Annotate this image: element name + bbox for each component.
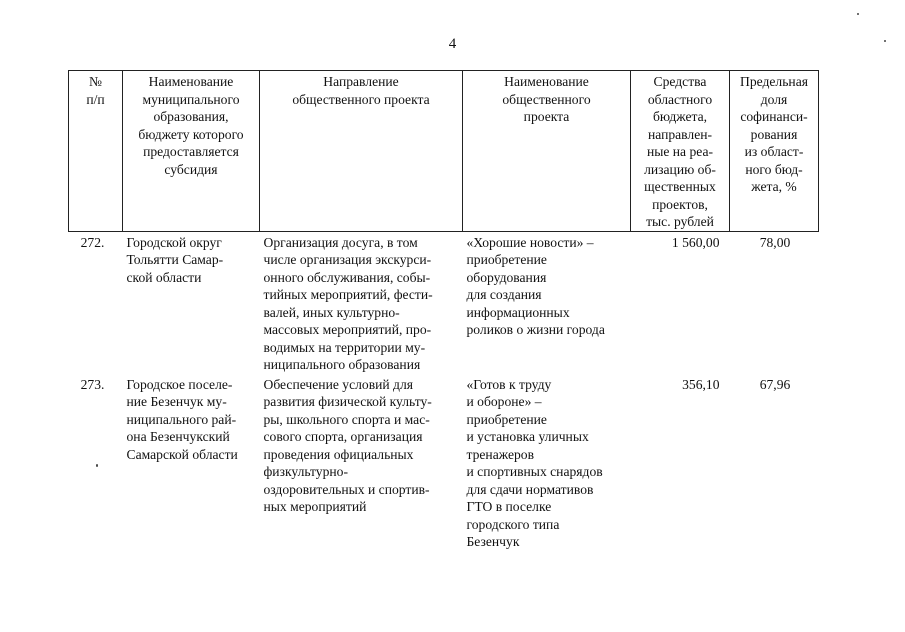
municipality-cell: Городское поселе- ние Безенчук му- ниципального рай- она Безенчукский Самарской области [126, 376, 238, 462]
funds-cell: 356,10 [682, 376, 720, 392]
header-number: № п/п [69, 71, 123, 232]
project-cell: «Хорошие новости» – приобретение оборудования для создания информационных роликов о жизни города [466, 234, 605, 337]
scan-speck [857, 13, 859, 15]
direction-cell: Обеспечение условий для развития физической культу- ры, школьного спорта и мас- сового спорта, организация проведения официальных физкультурно- оздоровительных и спортив- ных мероприятий [263, 376, 432, 514]
header-cofinancing-share: Предельная доля софинанси- рования из област- ного бюд- жета, % [730, 71, 819, 232]
table-row [69, 231, 819, 374]
row-number: 272. [80, 234, 105, 250]
share-cell: 78,00 [759, 234, 791, 250]
scan-speck [884, 40, 886, 42]
header-direction: Направление общественного проекта [260, 71, 463, 232]
header-project-name: Наименование общественного проекта [463, 71, 631, 232]
table-row [69, 374, 819, 551]
project-cell: «Готов к труду и обороне» – приобретение и установка уличных тренажеров и спортивных снарядов для сдачи нормативов ГТО в поселке городского типа Безенчук [466, 376, 603, 549]
header-funds: Средства областного бюджета, направлен- ные на реа- лизацию об- щественных проектов, тыс. рублей [631, 71, 730, 232]
scan-speck [96, 464, 98, 467]
funds-cell: 1 560,00 [671, 234, 720, 250]
share-cell: 67,96 [759, 376, 791, 392]
header-municipality: Наименование муниципального образования, бюджету которого предоставляется субсидия [123, 71, 260, 232]
table-header-row [69, 71, 819, 232]
direction-cell: Организация досуга, в том числе организация экскурси- онного обслуживания, собы- тийных мероприятий, фести- валей, иных культурно- массовых мероприятий, про- водимых на территории му- ниципального образования [263, 234, 433, 372]
row-number: 273. [80, 376, 105, 392]
municipality-cell: Городской округ Тольятти Самар- ской области [126, 234, 224, 285]
subsidy-table [68, 70, 819, 551]
page-number: 4 [448, 36, 457, 52]
